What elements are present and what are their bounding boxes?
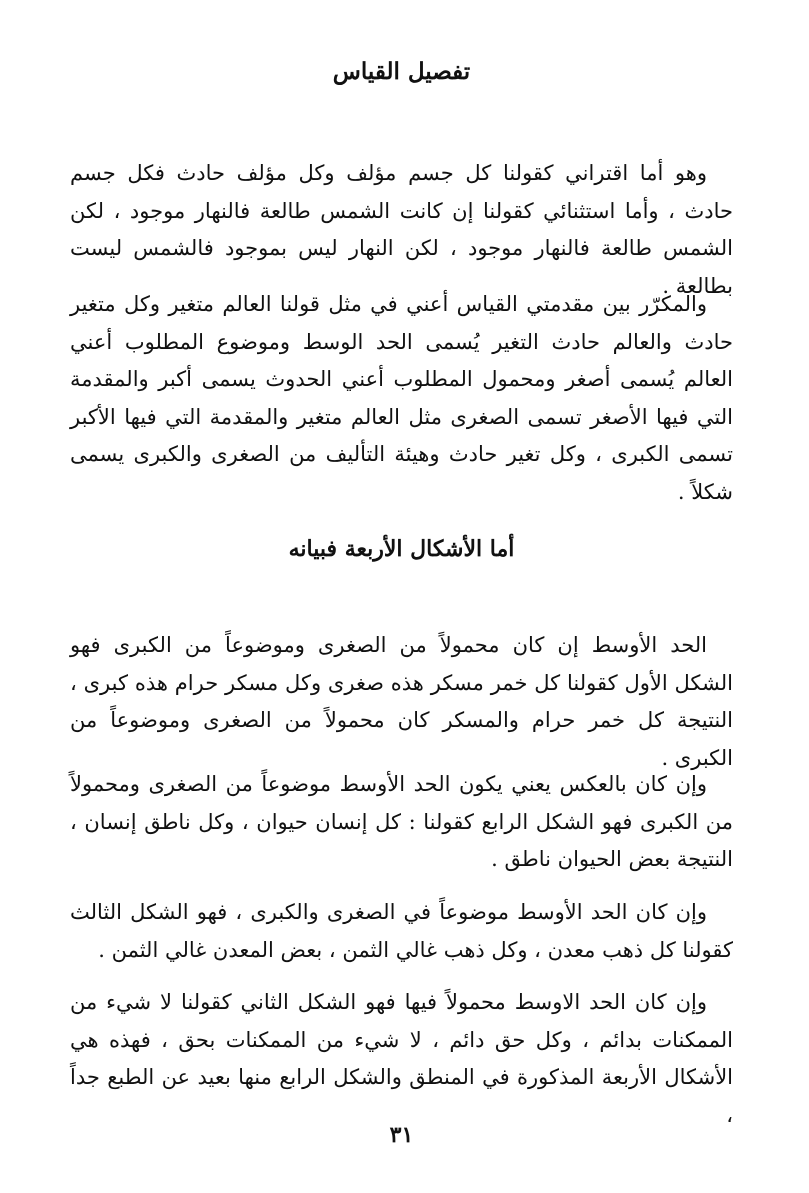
section-title: أما الأشكال الأربعة فبيانه [288, 536, 515, 562]
paragraph-5: وإن كان الحد الأوسط موضوعاً في الصغرى والكبرى ، فهو الشكل الثالث كقولنا كل ذهب معدن ، وكل ذهب غالي الثمن ، بعض المعدن غالي الثمن . [70, 900, 733, 962]
page [70, 0, 733, 1193]
paragraph-1: وهو أما اقتراني كقولنا كل جسم مؤلف وكل مؤلف حادث فكل جسم حادث ، وأما استثنائي كقولنا إن كانت الشمس طالعة فالنهار موجود ، لكن الشمس طالعة فالنهار موجود ، لكن النهار ليس بموجود فالشمس ليست بطالعة . [70, 161, 733, 298]
page-number: ٣١ [389, 1122, 414, 1148]
page-title: تفصيل القياس [332, 58, 471, 85]
paragraph-6: وإن كان الحد الاوسط محمولاً فيها فهو الشكل الثاني كقولنا لا شيء من الممكنات بدائم ، وكل حق دائم ، لا شيء من الممكنات بحق ، فهذه هي الأشكال الأربعة المذكورة في المنطق والشكل الرابع منها بعيد عن الطبع جداً ، [70, 990, 733, 1127]
paragraph-3: الحد الأوسط إن كان محمولاً من الصغرى وموضوعاً من الكبرى فهو الشكل الأول كقولنا كل خمر مسكر هذه صغرى وكل مسكر حرام هذه كبرى ، النتيجة كل خمر حرام والمسكر كان محمولاً من الصغرى وموضوعاً من الكبرى . [70, 633, 733, 770]
paragraph-4: وإن كان بالعكس يعني يكون الحد الأوسط موضوعاً من الصغرى ومحمولاً من الكبرى فهو الشكل الرابع كقولنا : كل إنسان حيوان ، وكل ناطق إنسان ، النتيجة بعض الحيوان ناطق . [70, 772, 733, 871]
paragraph-2: والمكرّر بين مقدمتي القياس أعني في مثل قولنا العالم متغير وكل متغير حادث والعالم حادث التغير يُسمى الحد الوسط وموضوع المطلوب أعني العالم يُسمى أصغر ومحمول المطلوب أعني الحدوث يسمى أكبر والمقدمة التي فيها الأصغر تسمى الصغرى مثل العالم متغير والمقدمة التي فيها الأكبر تسمى الكبرى ، وكل تغير حادث وهيئة التأليف من الصغرى والكبرى يسمى شكلاً . [70, 292, 733, 504]
